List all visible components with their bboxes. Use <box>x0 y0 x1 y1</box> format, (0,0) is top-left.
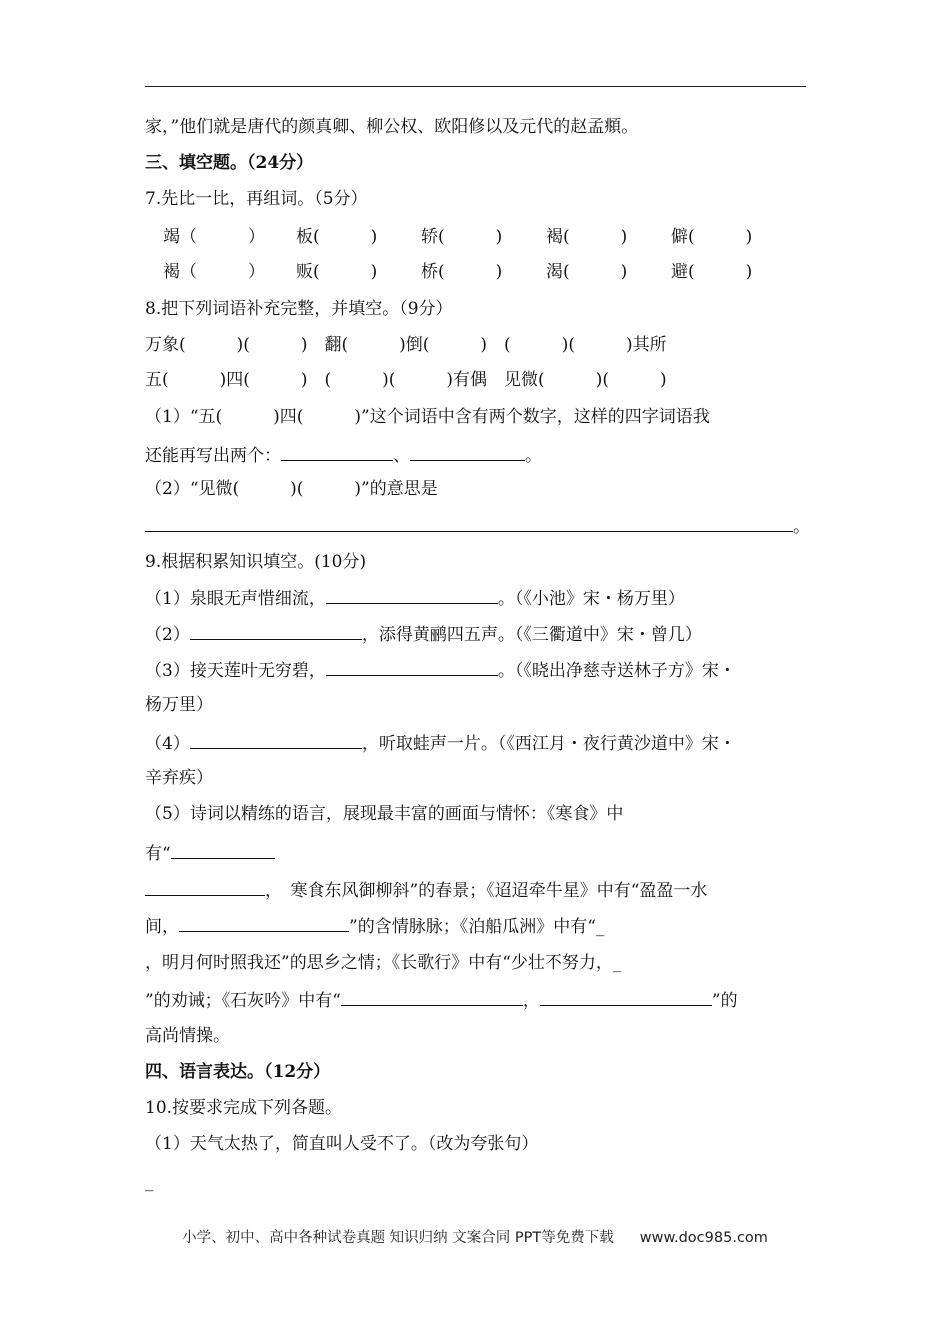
question-8: 8.把下列词语补充完整，并填空。（9分） <box>145 299 453 319</box>
question-7: 7.先比一比，再组词。（5分） <box>145 189 368 209</box>
q9-item-4-cont: 辛弃疾） <box>145 768 213 788</box>
q7-item: 避( ) <box>671 262 753 282</box>
period: 。 <box>793 517 810 537</box>
q9-item-2-text: （2） <box>145 625 190 645</box>
q7-item: 轿( ) <box>421 227 503 247</box>
q8-sub-2: （2）“见微( )( )”的意思是 <box>145 479 438 499</box>
q9-item-1-text: （1）泉眼无声惜细流， <box>145 589 326 609</box>
q9-item-5: （5）诗词以精练的语言，展现最丰富的画面与情怀：《寒食》中 <box>145 804 624 824</box>
q9-item-5-line-7: 高尚情操。 <box>145 1026 230 1046</box>
q9-item-3 <box>145 657 736 683</box>
answer-blank[interactable] <box>190 730 362 749</box>
q9-item-5-line-4 <box>145 913 604 939</box>
answer-blank[interactable] <box>341 987 523 1006</box>
footer-text: 小学、初中、高中各种试卷真题 知识归纳 文案合同 PPT等免费下载 <box>182 1230 614 1246</box>
q10-item-1: （1）天气太热了，简直叫人受不了。（改为夸张句） <box>145 1134 539 1154</box>
q8-sub-1: （1）“五( )四( )”这个词语中含有两个数字，这样的四字词语我 <box>145 407 710 427</box>
q7-item: 竭（ ） <box>163 227 265 247</box>
separator: 、 <box>393 446 410 466</box>
section-heading: 四、语言表达。（12分） <box>145 1062 331 1082</box>
q8-row-2: 五( )四( ) ( )( )有偶 见微( )( ) <box>145 370 667 390</box>
period: 。 <box>525 446 542 466</box>
q9-item-3-cont: 杨万里） <box>145 695 213 715</box>
q9-item-1-source: 。（《小池》宋・杨万里） <box>497 589 685 609</box>
answer-blank[interactable] <box>190 621 362 640</box>
q7-item: 褐( ) <box>546 227 628 247</box>
q9-item-5-line-2 <box>145 840 275 866</box>
answer-blank[interactable] <box>540 987 712 1006</box>
page-footer <box>0 1226 950 1247</box>
answer-blank[interactable] <box>326 657 498 676</box>
q8-sub-2-answer <box>145 513 810 539</box>
q9-item-3-text: （3）接天莲叶无穷碧， <box>145 661 326 681</box>
q9-item-5-line-5: ，明月何时照我还”的思乡之情；《长歌行》中有“少壮不努力，_ <box>145 953 622 973</box>
q9-item-4 <box>145 730 736 756</box>
q7-item: 僻( ) <box>671 227 753 247</box>
section-heading: 三、填空题。（24分） <box>145 153 314 173</box>
q9-item-2 <box>145 621 702 647</box>
answer-blank[interactable] <box>179 913 349 932</box>
q8-sub-1-answer <box>145 442 542 468</box>
answer-blank[interactable] <box>326 585 498 604</box>
answer-blank[interactable] <box>145 877 265 896</box>
q9-item-4-text: （4） <box>145 734 190 754</box>
q9-item-3-source: 。（《晓出净慈寺送林子方》宋・ <box>497 661 736 681</box>
q9-item-4-source: ，听取蛙声一片。（《西江月・夜行黄沙道中》宋・ <box>361 734 736 754</box>
q8-row-1: 万象( )( ) 翻( )倒( ) ( )( )其所 <box>145 335 667 355</box>
q8-sub-1-label: 还能再写出两个： <box>145 446 281 466</box>
answer-blank[interactable] <box>281 442 393 461</box>
q7-item: 贩( ) <box>296 262 378 282</box>
q9-item-5-line-3 <box>145 877 707 903</box>
header-rule <box>145 86 806 87</box>
footer-link[interactable]: www.doc985.com <box>639 1230 768 1246</box>
q7-item: 桥( ) <box>421 262 503 282</box>
q7-item: 渴( ) <box>546 262 628 282</box>
q7-item: 褐（ ） <box>163 262 265 282</box>
text-line: 家，”他们就是唐代的颜真卿、柳公权、欧阳修以及元代的赵孟頫。 <box>145 117 639 137</box>
answer-blank-line[interactable]: _ <box>145 1172 154 1192</box>
q9-item-1 <box>145 585 685 611</box>
separator: ， <box>522 991 540 1011</box>
q9-item-5-text: ， 寒食东风御柳斜”的春景；《迢迢牵牛星》中有“盈盈一水 <box>265 881 708 901</box>
q9-item-5-text: ”的含情脉脉；《泊船瓜洲》中有“_ <box>349 917 605 937</box>
q9-item-5-line-6 <box>145 987 738 1013</box>
answer-blank[interactable] <box>145 513 793 532</box>
question-9: 9.根据积累知识填空。(10分) <box>145 552 367 572</box>
answer-blank[interactable] <box>410 442 525 461</box>
q7-item: 板( ) <box>296 227 378 247</box>
q9-item-5-text: ”的 <box>711 991 738 1011</box>
answer-blank[interactable] <box>171 840 275 859</box>
q9-item-5-text: ”的劝诫；《石灰吟》中有“ <box>145 991 341 1011</box>
question-10: 10.按要求完成下列各题。 <box>145 1098 343 1118</box>
q9-item-5-text: 有“ <box>145 844 171 864</box>
q9-item-2-source: ，添得黄鹂四五声。（《三衢道中》宋・曾几） <box>361 625 702 645</box>
q9-item-5-text: 间， <box>145 917 179 937</box>
